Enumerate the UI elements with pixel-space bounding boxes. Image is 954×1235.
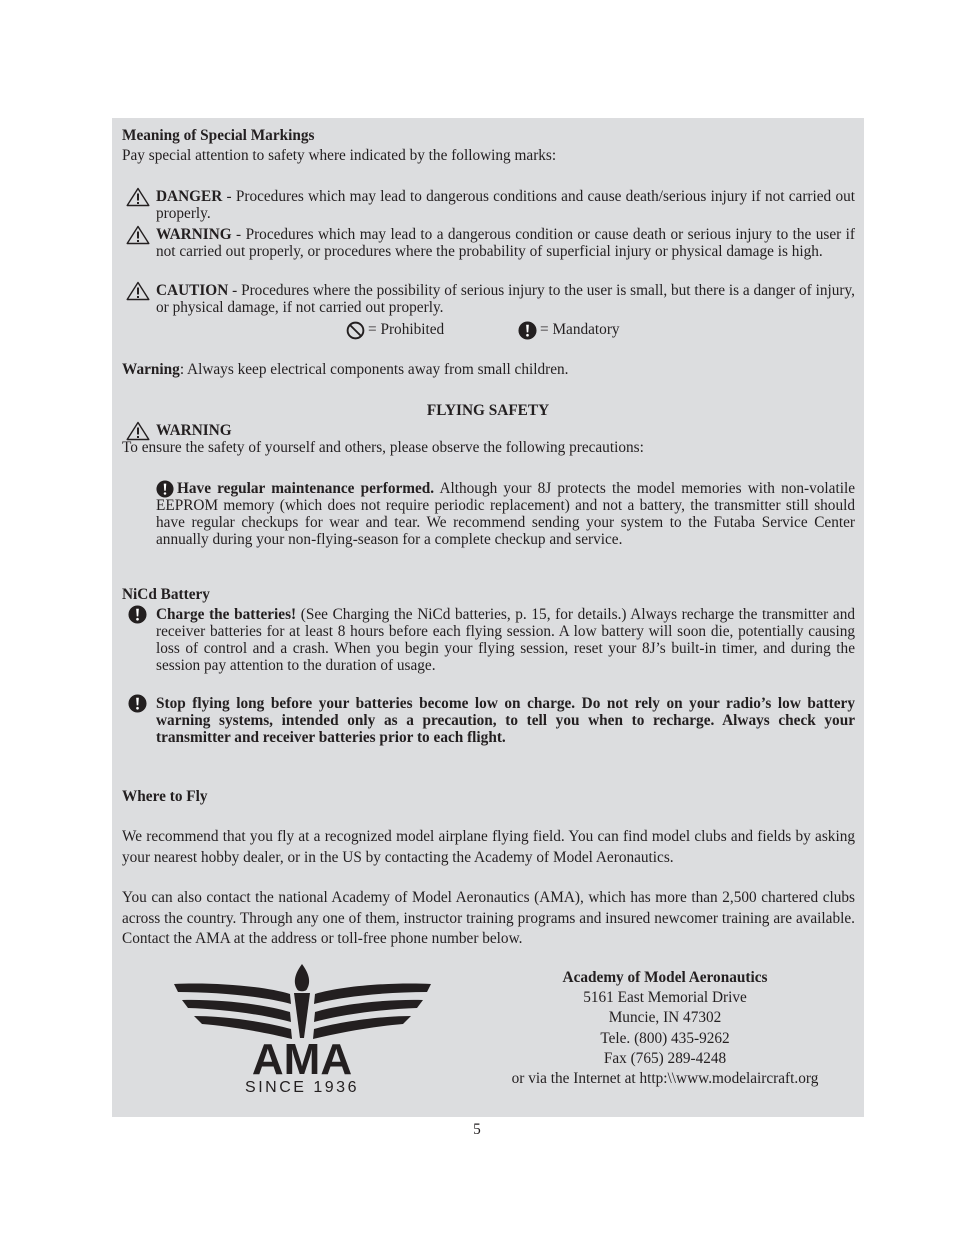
flying-safety-warning-icon [126, 421, 150, 441]
caution-triangle-icon [126, 281, 150, 301]
ama-city: Muncie, IN 47302 [608, 1009, 722, 1027]
flying-safety-warning-label: WARNING [156, 422, 232, 439]
warning-definition [156, 226, 855, 260]
ama-logo-letters: AMA [251, 1035, 353, 1084]
danger-text: - Procedures which may lead to dangerous conditions and cause death/serious injury if not carried out properly. [156, 188, 855, 222]
mandatory-legend: = Mandatory [540, 321, 620, 338]
ama-tele: Tele. (800) 435-9262 [600, 1029, 730, 1047]
caution-label: CAUTION [156, 282, 229, 299]
children-warning [122, 361, 568, 378]
stop-flying-paragraph: Stop flying long before your batteries become low on charge. Do not rely on your radio’s low battery warning systems, intended only as a precaution, to tell you when to recharge. Always check your transmitter and receiver batteries prior to each flight. [156, 695, 855, 746]
flying-safety-heading: FLYING SAFETY [426, 402, 550, 419]
ama-fax: Fax (765) 289-4248 [603, 1049, 727, 1067]
prohibited-legend: = Prohibited [368, 321, 445, 338]
where-to-fly-heading: Where to Fly [122, 788, 208, 805]
ama-logo [170, 962, 435, 1096]
charge-mandatory-icon [128, 605, 147, 624]
caution-text: - Procedures where the possibility of serious injury to the user is small, but there is a danger of injury, or physical damage, if not carried out properly. [156, 282, 855, 316]
prohibited-icon [346, 321, 365, 340]
flying-safety-intro: To ensure the safety of yourself and others, please observe the following precautions: [122, 439, 644, 456]
maintenance-bold: Have regular maintenance performed. [177, 480, 435, 497]
charge-paragraph [156, 606, 855, 674]
warning-label: WARNING [156, 226, 232, 243]
danger-label: DANGER [156, 188, 223, 205]
danger-definition [156, 188, 855, 222]
page-number: 5 [473, 1121, 481, 1138]
danger-warning-triangle-icon [126, 187, 150, 207]
markings-heading: Meaning of Special Markings [122, 127, 315, 144]
nicd-heading: NiCd Battery [122, 586, 210, 603]
mandatory-icon [518, 321, 537, 340]
ama-internet[interactable]: or via the Internet at http:\\www.modelaircraft.org [511, 1070, 819, 1088]
stop-flying-mandatory-icon [128, 694, 147, 713]
caution-definition [156, 282, 855, 316]
children-warning-label: Warning [122, 361, 180, 378]
charge-text: (See Charging the NiCd batteries, p. 15, for details.) Always recharge the transmitter and receiver batteries for at least 8 hours before each flying session. A low battery will soon die, potentially causing loss of control and a crash. When you begin your flying session, reset your 8J’s built-in timer, and during the session pay attention to the duration of usage. [156, 606, 855, 674]
markings-intro: Pay special attention to safety where indicated by the following marks: [122, 147, 557, 164]
warning-triangle-icon [126, 225, 150, 245]
children-warning-text: : Always keep electrical components away from small children. [179, 361, 569, 378]
ama-street: 5161 East Memorial Drive [583, 989, 747, 1007]
ama-logo-since: SINCE 1936 [245, 1079, 359, 1096]
maintenance-paragraph [156, 480, 855, 548]
where-to-fly-paragraph-1: We recommend that you fly at a recognized model airplane flying field. You can find model clubs and fields by asking your nearest hobby dealer, or in the US by contacting the Academy of Model Aeronautics. [122, 828, 855, 866]
ama-contact-block [470, 968, 860, 1089]
warning-text: - Procedures which may lead to a dangerous condition or cause death or serious injury to the user if not carried out properly, or procedures where the probability of superficial injury or physical damage is high. [156, 226, 855, 260]
where-to-fly-paragraph-2: You can also contact the national Academy of Model Aeronautics (AMA), which has more than 2,500 chartered clubs across the country. Through any one of them, instructor training programs and insured newcomer training are available. Contact the AMA at the address or toll-free phone number below. [122, 889, 855, 947]
maintenance-text: Although your 8J protects the model memories with non-volatile EEPROM memory (which does not require periodic replacement) and not a battery, the transmitter still should have regular checkups for wear and tear. We recommend sending your system to the Futaba Service Center annually during your non-flying-season for a complete checkup and service. [156, 480, 855, 548]
ama-name: Academy of Model Aeronautics [562, 969, 768, 986]
charge-bold: Charge the batteries! [156, 606, 297, 623]
